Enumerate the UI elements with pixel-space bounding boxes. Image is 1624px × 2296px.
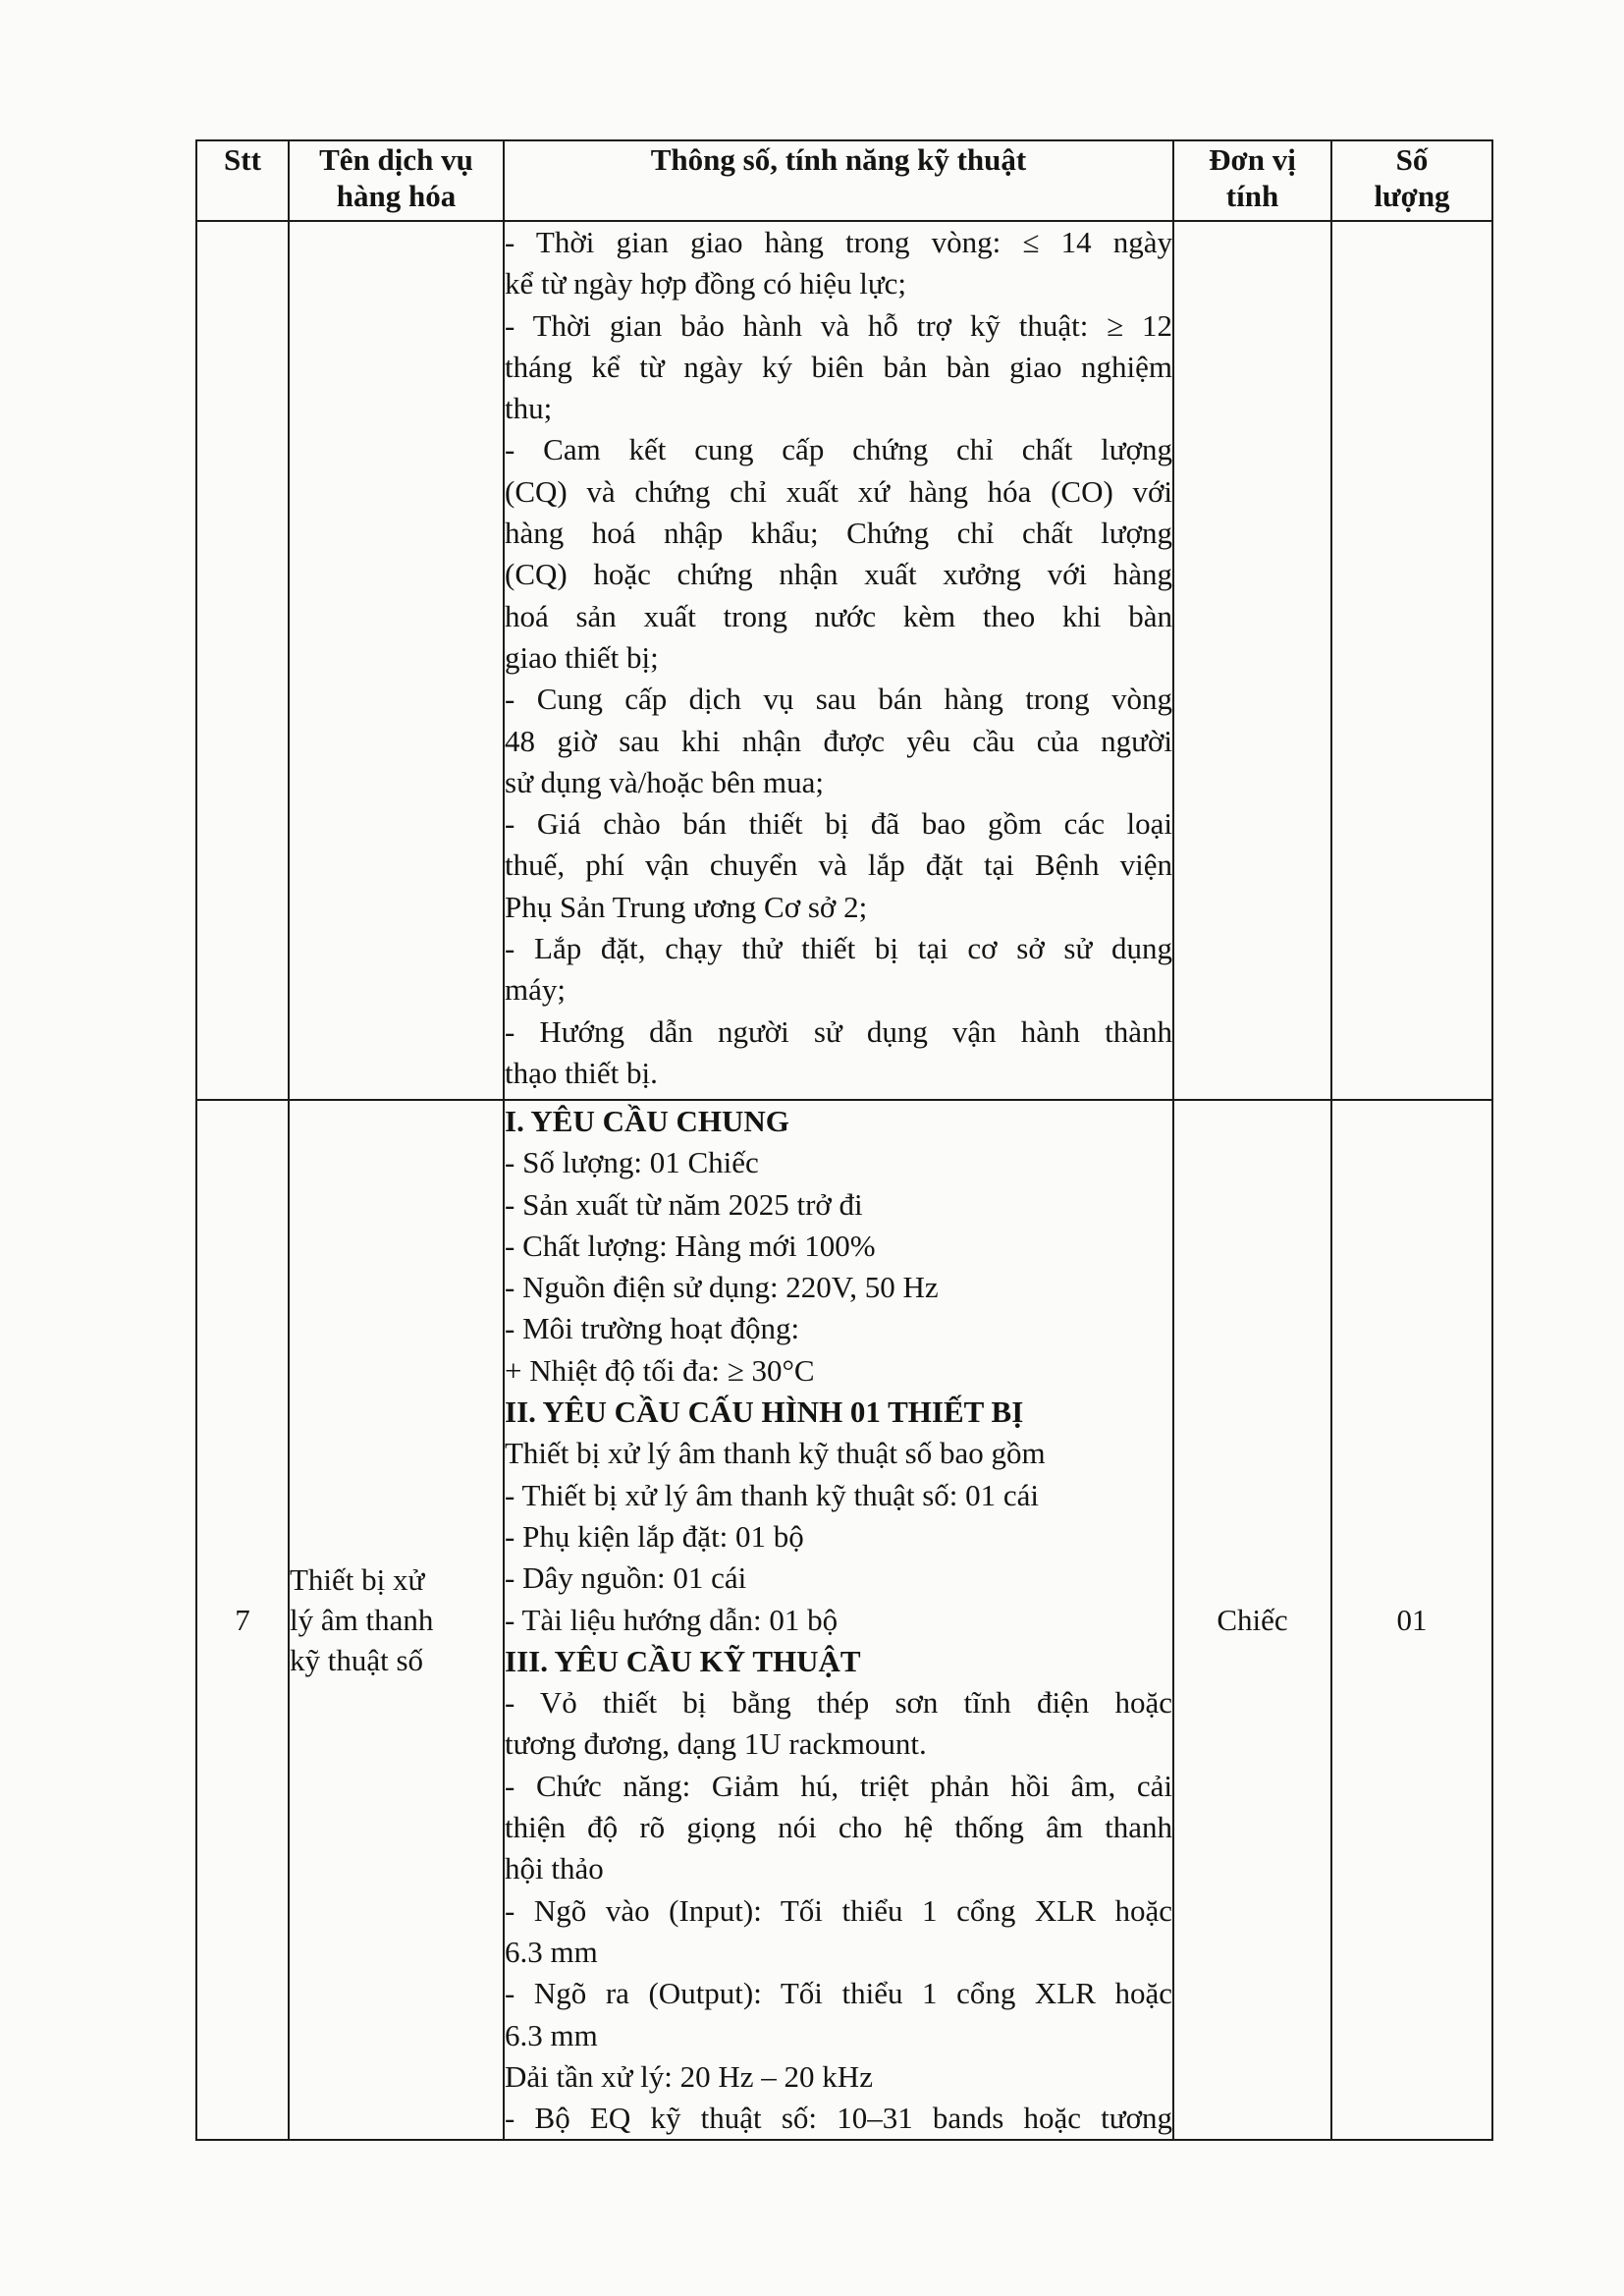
table-row-continued — [196, 221, 1492, 1100]
unit-cell: Chiếc — [1173, 1100, 1331, 2140]
spec-line: (CQ) và chứng chỉ xuất xứ hàng hóa (CO) với — [505, 473, 1172, 509]
spec-line: hội thảo — [505, 1851, 604, 1886]
spec-line: thu; — [505, 391, 553, 426]
spec-line: 6.3 mm — [505, 2017, 598, 2052]
spec-line: - Phụ kiện lắp đặt: 01 bộ — [505, 1518, 804, 1554]
spec-line: thuế, phí vận chuyển và lắp đặt tại Bệnh viện — [505, 847, 1172, 883]
table-header-row — [196, 140, 1492, 221]
header-qty: Số lượng — [1331, 140, 1492, 221]
stt-cell: 7 — [196, 1100, 289, 2140]
header-stt: Stt — [196, 140, 289, 221]
qty-cell-empty — [1331, 221, 1492, 1100]
header-name: Tên dịch vụ hàng hóa — [289, 140, 504, 221]
spec-lines — [505, 1101, 1172, 2139]
spec-line: - Cam kết cung cấp chứng chỉ chất lượng — [505, 432, 1172, 467]
spec-line: - Số lượng: 01 Chiếc — [505, 1145, 759, 1180]
spec-line: - Ngõ vào (Input): Tối thiểu 1 cổng XLR hoặc — [505, 1892, 1172, 1928]
spec-line: + Nhiệt độ tối đa: ≥ 30°C — [505, 1352, 815, 1388]
spec-line: Phụ Sản Trung ương Cơ sở 2; — [505, 889, 868, 924]
spec-line: - Thời gian giao hàng trong vòng: ≤ 14 ngày — [505, 225, 1172, 259]
spec-line: - Chất lượng: Hàng mới 100% — [505, 1228, 876, 1263]
spec-line: - Cung cấp dịch vụ sau bán hàng trong vòng — [505, 682, 1172, 717]
spec-line: Dải tần xử lý: 20 Hz – 20 kHz — [505, 2058, 873, 2094]
spec-line: (CQ) hoặc chứng nhận xuất xưởng với hàng — [505, 557, 1172, 592]
name-cell-empty — [289, 221, 504, 1100]
stt-cell-empty — [196, 221, 289, 1100]
spec-line: 48 giờ sau khi nhận được yêu cầu của người — [505, 723, 1172, 758]
section-heading: I. YÊU CẦU CHUNG — [505, 1104, 789, 1138]
spec-line: máy; — [505, 972, 566, 1008]
item-name-cell: Thiết bị xử lý âm thanh kỹ thuật số — [289, 1100, 504, 2140]
spec-line: tháng kể từ ngày ký biên bản bàn giao nghiệm — [505, 349, 1172, 384]
spec-line: kể từ ngày hợp đồng có hiệu lực; — [505, 266, 906, 301]
table-row-7 — [196, 1100, 1492, 2140]
spec-line: - Nguồn điện sử dụng: 220V, 50 Hz — [505, 1270, 939, 1305]
spec-line: - Dây nguồn: 01 cái — [505, 1560, 747, 1596]
spec-cell-continued — [504, 221, 1173, 1100]
spec-line: - Chức năng: Giảm hú, triệt phản hồi âm, cải — [505, 1768, 1172, 1803]
spec-line: - Lắp đặt, chạy thử thiết bị tại cơ sở sử dụng — [505, 931, 1172, 966]
spec-line: - Hướng dẫn người sử dụng vận hành thành — [505, 1013, 1172, 1049]
section-heading: II. YÊU CẦU CẤU HÌNH 01 THIẾT BỊ — [505, 1394, 1024, 1430]
spec-cell-row-7 — [504, 1100, 1173, 2140]
spec-lines — [505, 222, 1172, 1094]
spec-line: - Sản xuất từ năm 2025 trở đi — [505, 1186, 863, 1222]
spec-line: thiện độ rõ giọng nói cho hệ thống âm thanh — [505, 1810, 1172, 1845]
spec-line: - Vỏ thiết bị bằng thép sơn tĩnh điện hoặc — [505, 1685, 1172, 1721]
spec-table — [195, 139, 1493, 2141]
header-spec: Thông số, tính năng kỹ thuật — [504, 140, 1173, 221]
qty-cell: 01 — [1331, 1100, 1492, 2140]
spec-line: giao thiết bị; — [505, 639, 659, 675]
spec-line: - Môi trường hoạt động: — [505, 1311, 800, 1346]
spec-line: - Bộ EQ kỹ thuật số: 10–31 bands hoặc tương — [505, 2101, 1172, 2136]
spec-line: - Thiết bị xử lý âm thanh kỹ thuật số: 01 cái — [505, 1477, 1039, 1512]
section-heading: III. YÊU CẦU KỸ THUẬT — [505, 1643, 861, 1678]
spec-line: thạo thiết bị. — [505, 1055, 658, 1090]
spec-line: - Thời gian bảo hành và hỗ trợ kỹ thuật: ≥ 12 — [505, 307, 1172, 343]
unit-cell-empty — [1173, 221, 1331, 1100]
spec-line: - Tài liệu hướng dẫn: 01 bộ — [505, 1602, 839, 1637]
spec-line: Thiết bị xử lý âm thanh kỹ thuật số bao gồm — [505, 1436, 1046, 1471]
spec-line: hoá sản xuất trong nước kèm theo khi bàn — [505, 598, 1172, 633]
header-unit: Đơn vị tính — [1173, 140, 1331, 221]
spec-line: - Giá chào bán thiết bị đã bao gồm các loại — [505, 806, 1172, 842]
spec-line: - Ngõ ra (Output): Tối thiểu 1 cổng XLR hoặc — [505, 1976, 1172, 2011]
spec-line: tương đương, dạng 1U rackmount. — [505, 1726, 927, 1762]
spec-line: 6.3 mm — [505, 1934, 598, 1969]
spec-line: sử dụng và/hoặc bên mua; — [505, 764, 825, 799]
spec-line: hàng hoá nhập khẩu; Chứng chỉ chất lượng — [505, 516, 1172, 551]
